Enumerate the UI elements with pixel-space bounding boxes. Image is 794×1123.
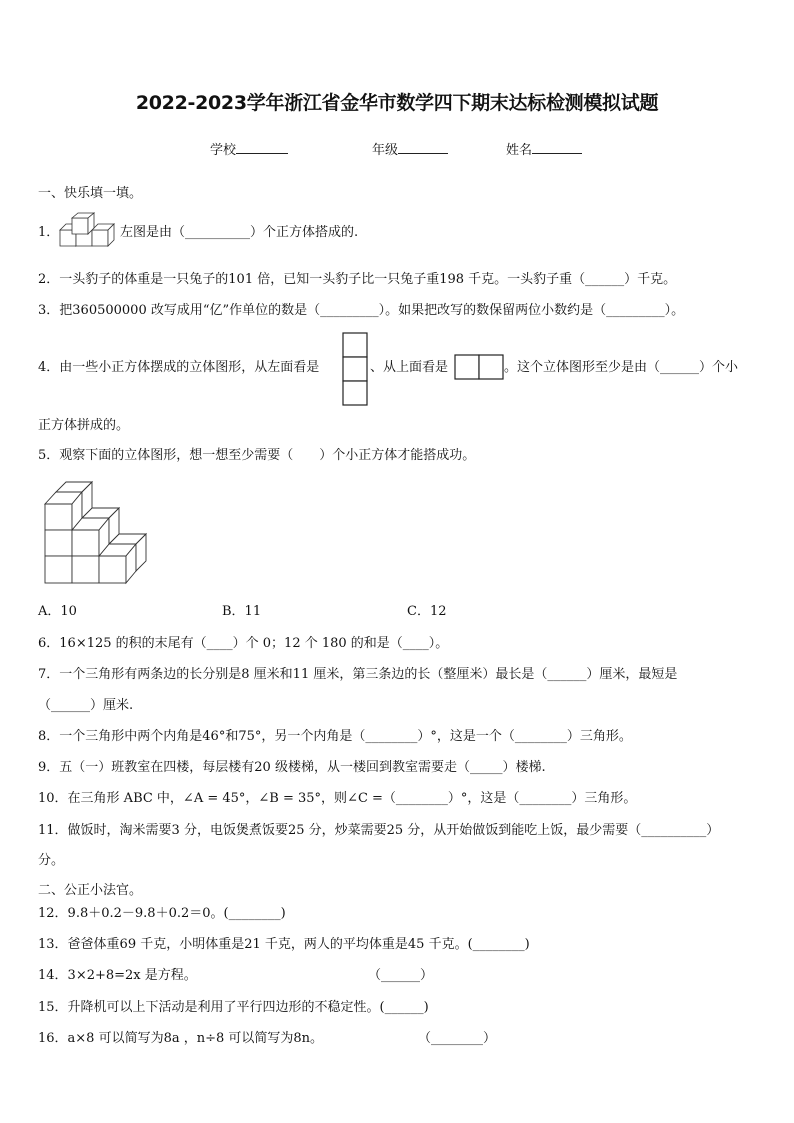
q11-text-line2: 分。 [38,853,65,868]
q5-staircase-cube-figure [40,480,160,588]
q14-blank[interactable]: （______） [368,968,434,983]
name-blank[interactable] [532,141,582,154]
q11-text-line1: 11．做饭时，淘米需要3 分，电饭煲煮饭要25 分，炒菜需要25 分，从开始做饭到能吃上饭，最少需要（__________） [38,823,720,838]
grade-label: 年级 [372,143,399,158]
q7-text-line1: 7．一个三角形有两条边的长分别是8 厘米和11 厘米，第三条边的长（整厘米）最长是（______）厘米，最短是 [38,667,678,682]
q5-text: 5．观察下面的立体图形，想一想至少需要（ ）个小正方体才能搭成功。 [38,448,476,463]
q16-text: 16．a×8 可以简写为8a ，n÷8 可以简写为8n。 [38,1031,324,1046]
q7-text-line2: （______）厘米. [38,698,134,713]
q5-option-b[interactable]: B．11 [222,604,262,619]
q3-text: 3．把360500000 改写成用“亿”作单位的数是（_________）。如果把改写的数保留两位小数约是（_________）。 [38,303,685,318]
q4-top-view-figure [454,354,504,380]
name-field [506,141,582,159]
q4-text-part4: 正方体拼成的。 [38,418,130,433]
school-blank[interactable] [236,141,288,154]
section-1-heading: 一、快乐填一填。 [38,186,143,201]
q8-text: 8．一个三角形中两个内角是46°和75°，另一个内角是（________）°，这是一个（________）三角形。 [38,729,632,744]
q13-text: 13．爸爸体重69 千克，小明体重是21 千克，两人的平均体重是45 千克。(________) [38,937,530,952]
q4-text-part3: 。这个立体图形至少是由（______）个小 [504,360,739,375]
q4-text-part1: 4．由一些小正方体摆成的立体图形，从左面看是 [38,360,320,375]
school-field [210,141,288,159]
name-label: 姓名 [506,143,533,158]
grade-blank[interactable] [398,141,448,154]
q1-number: 1． [38,225,60,240]
q12-text: 12．9.8＋0.2－9.8＋0.2＝0。(________) [38,906,286,921]
q14-text: 14．3×2+8=2x 是方程。 [38,968,197,983]
q4-left-view-figure [342,332,368,406]
q9-text: 9．五（一）班教室在四楼，每层楼有20 级楼梯，从一楼回到教室需要走（_____）楼梯. [38,760,546,775]
q1-cube-stack-figure [58,212,120,248]
q2-text: 2．一头豹子的体重是一只兔子的101 倍，已知一头豹子比一只兔子重198 千克。一头豹子重（______）千克。 [38,272,677,287]
grade-field [372,141,448,159]
q6-text: 6．16×125 的积的末尾有（____）个 0；12 个 180 的和是（____）。 [38,636,449,651]
school-label: 学校 [210,143,237,158]
q15-text: 15．升降机可以上下活动是利用了平行四边形的不稳定性。(______) [38,1000,429,1015]
q5-option-c[interactable]: C．12 [407,604,447,619]
q1-text: 左图是由（__________）个正方体搭成的. [120,225,359,240]
page-title: 2022-2023学年浙江省金华市数学四下期末达标检测模拟试题 [135,92,659,114]
q4-text-part2: 、从上面看是 [370,360,449,375]
q10-text: 10．在三角形 ABC 中，∠A = 45°，∠B = 35°，则∠C =（________）°，这是（________）三角形。 [38,791,637,806]
q5-option-a[interactable]: A．10 [38,604,77,619]
section-2-heading: 二、公正小法官。 [38,883,143,898]
q16-blank[interactable]: （________） [418,1031,497,1046]
